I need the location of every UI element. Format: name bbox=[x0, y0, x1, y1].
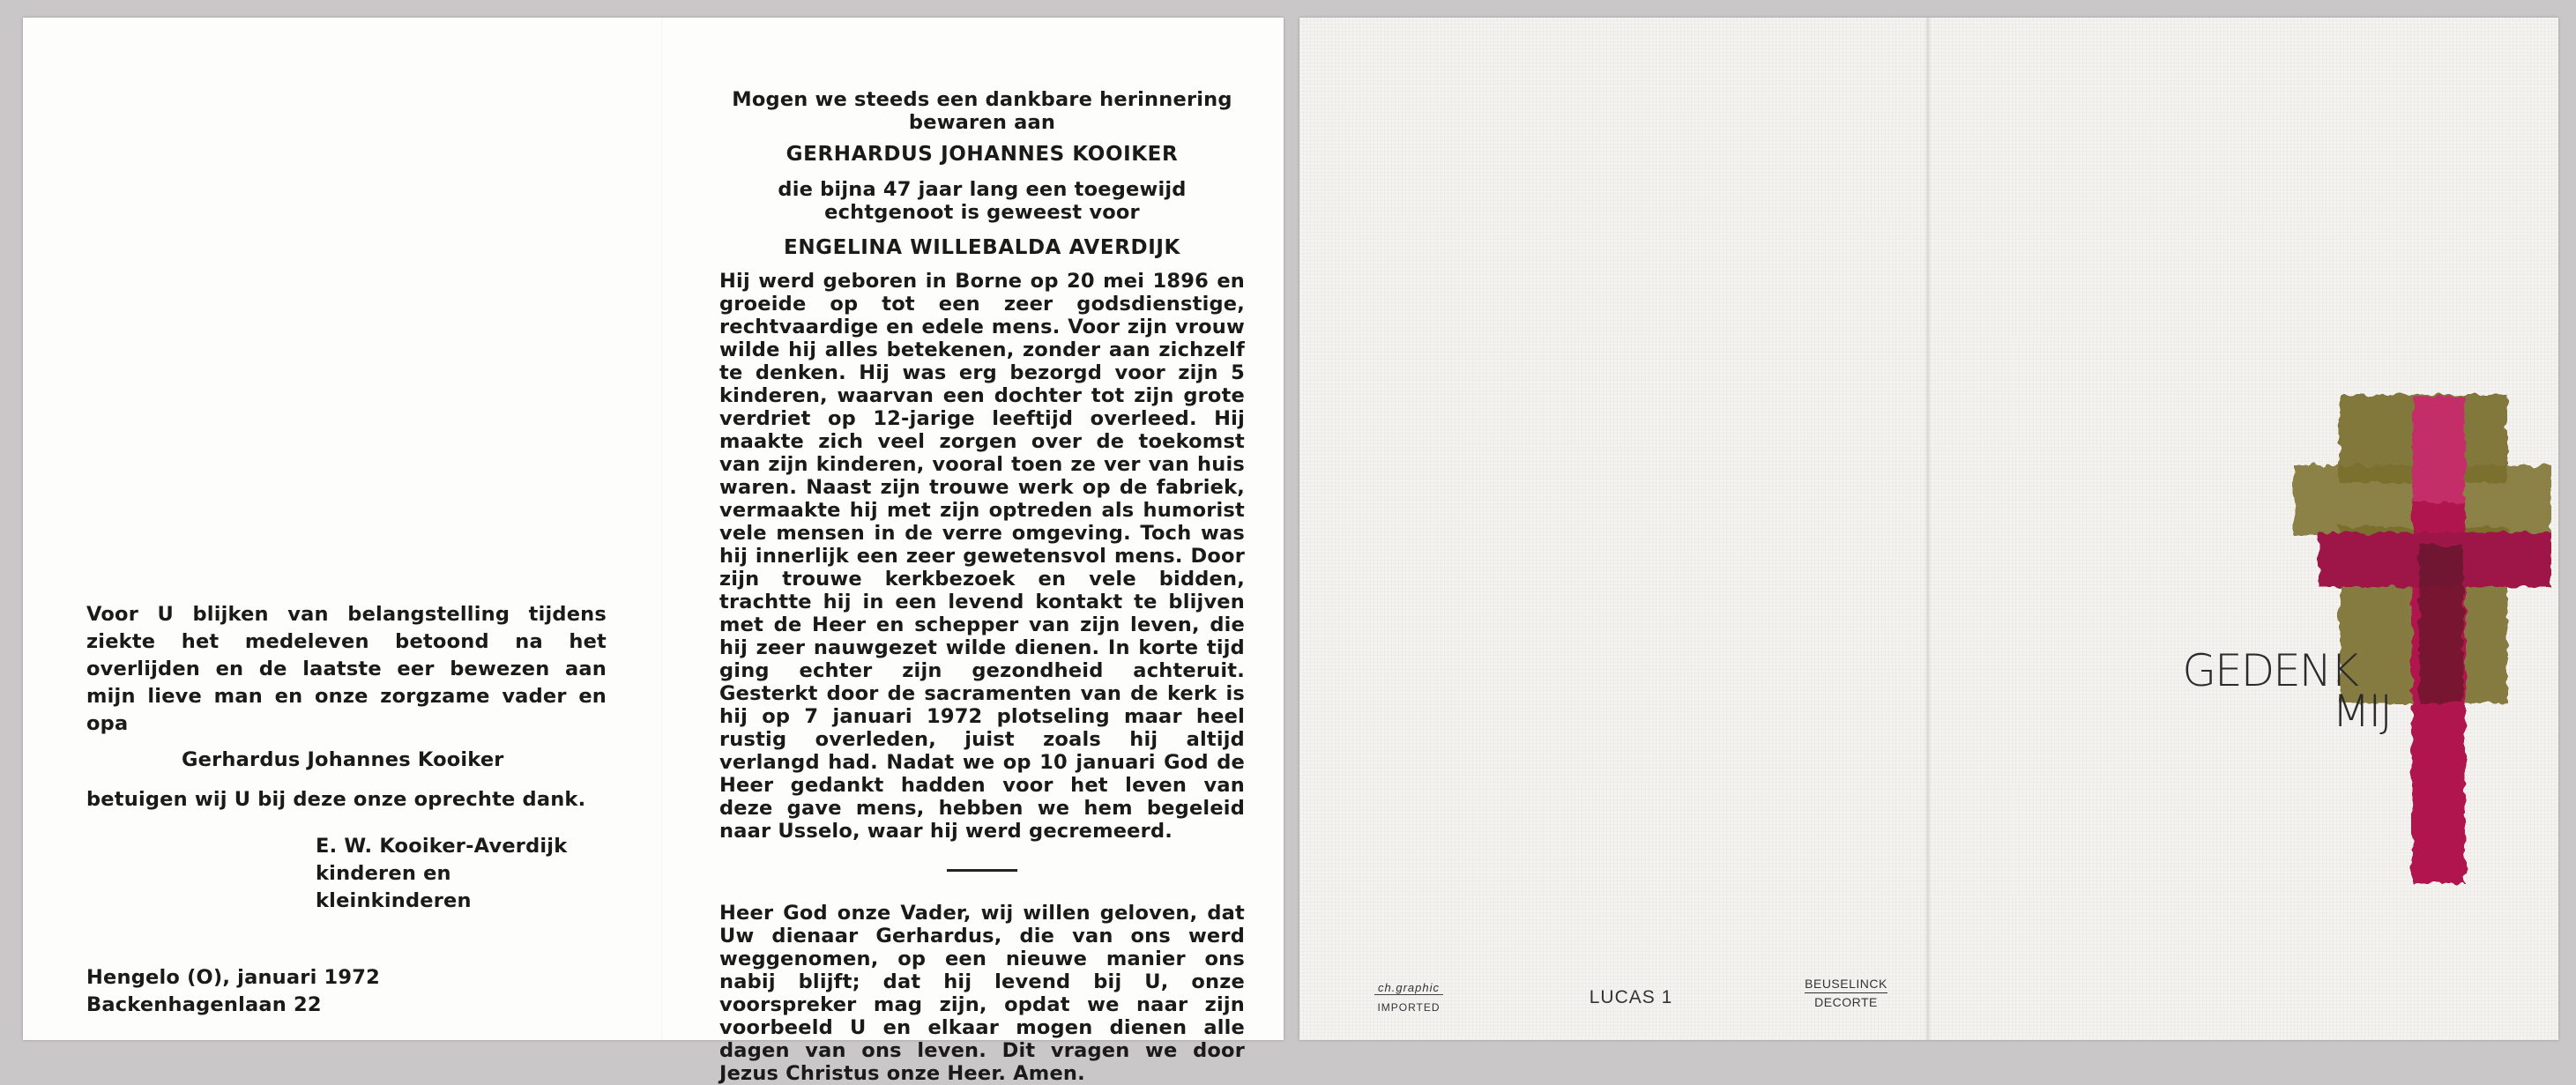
address: Backenhagenlaan 22 bbox=[86, 993, 322, 1016]
place-date: Hengelo (O), januari 1972 bbox=[86, 966, 380, 989]
maker-logo: ch.graphic bbox=[1374, 981, 1443, 995]
memorial-opening: Mogen we steeds een dankbare herinnering bewaren aan bbox=[732, 88, 1232, 134]
fold-line bbox=[1925, 18, 1931, 1040]
cover-title-line1: GEDENK bbox=[2182, 645, 2357, 696]
thanks-intro: Voor U blijken van belangstelling tijdens ziekte het medeleven betoond na het overlijden en de laatste eer bewezen aan mijn lieve man en onze zorgzame vader en opa bbox=[86, 603, 607, 735]
memorial-deceased-name: GERHARDUS JOHANNES KOOIKER bbox=[785, 143, 1179, 166]
publisher-mark bbox=[1776, 975, 1917, 1011]
signature bbox=[86, 833, 607, 915]
cover-title-line2: MIJ bbox=[2332, 686, 2391, 737]
signature-family: kinderen en kleinkinderen bbox=[316, 862, 472, 912]
place-block bbox=[86, 964, 607, 1019]
memorial-spouse-name: ENGELINA WILLEBALDA AVERDIJK bbox=[784, 236, 1180, 259]
thanks-gratitude: betuigen wij U bij deze onze oprechte dank. bbox=[86, 788, 586, 811]
maker-imported: IMPORTED bbox=[1377, 1001, 1441, 1014]
divider bbox=[947, 869, 1017, 872]
publisher-name: BEUSELINCK bbox=[1805, 975, 1887, 993]
card-code: LUCAS 1 bbox=[1589, 987, 1673, 1007]
cover-title bbox=[2160, 645, 2398, 737]
memorial-prayer: Heer God onze Vader, wij willen geloven, dat Uw dienaar Gerhardus, die van ons werd weggenomen, op een nieuwe manier ons nabij blijft; dat hij levend bij U, onze voorspreker mag zijn, opdat we naar zijn voorbeeld U en elkaar mogen dienen alle dagen van ons leven. Dit vragen we door Jezus Christus onze Heer. Amen. bbox=[719, 902, 1245, 1085]
deceased-name: Gerhardus Johannes Kooiker bbox=[182, 748, 504, 771]
cross-artwork bbox=[2287, 377, 2551, 888]
memorial-spouse-intro: die bijna 47 jaar lang een toegewijd echtgenoot is geweest voor bbox=[778, 178, 1187, 224]
publisher-name-2: DECORTE bbox=[1814, 995, 1878, 1009]
thank-you-note bbox=[86, 601, 607, 1019]
signature-widow: E. W. Kooiker-Averdijk bbox=[316, 835, 568, 858]
maker-mark bbox=[1338, 980, 1479, 1014]
outer-cover bbox=[1299, 18, 2558, 1040]
memorial-biography: Hij werd geboren in Borne op 20 mei 1896 en groeide op tot een zeer godsdienstige, rechtvaardige en edele mens. Voor zijn vrouw wilde hij alles betekenen, zonder aan zichzelf te denken. Hij was erg bezorgd voor zijn 5 kinderen, waarvan een dochter tot zijn grote verdriet op 12-jarige leeftijd overleed. Hij maakte zich veel zorgen over de toekomst van zijn kinderen, vooral toen ze ver van huis waren. Naast zijn trouwe werk op de fabriek, vermaakte hij met zijn optreden als humorist vele mensen in de verre omgeving. Toch was hij innerlijk een zeer gewetensvol mens. Door zijn trouwe kerkbezoek en vele bidden, trachtte hij in een levend kontakt te blijven met de Heer en schepper van zijn leven, die hij zeer nauwgezet wilde dienen. In korte tijd ging echter zijn gezondheid achteruit. Gesterkt door de sacramenten van de kerk is hij op 7 januari 1972 plotseling maar heel rustig overleden, juist zoals hij altijd verlangd had. Nadat we op 10 januari God de Heer gedankt hadden voor het leven van deze gave mens, hebben we hem begeleid naar Usselo, waar hij werd gecremeerd. bbox=[719, 270, 1245, 843]
fold-line bbox=[661, 18, 663, 1040]
inner-spread bbox=[23, 18, 1284, 1085]
memorial-text bbox=[719, 88, 1245, 1085]
